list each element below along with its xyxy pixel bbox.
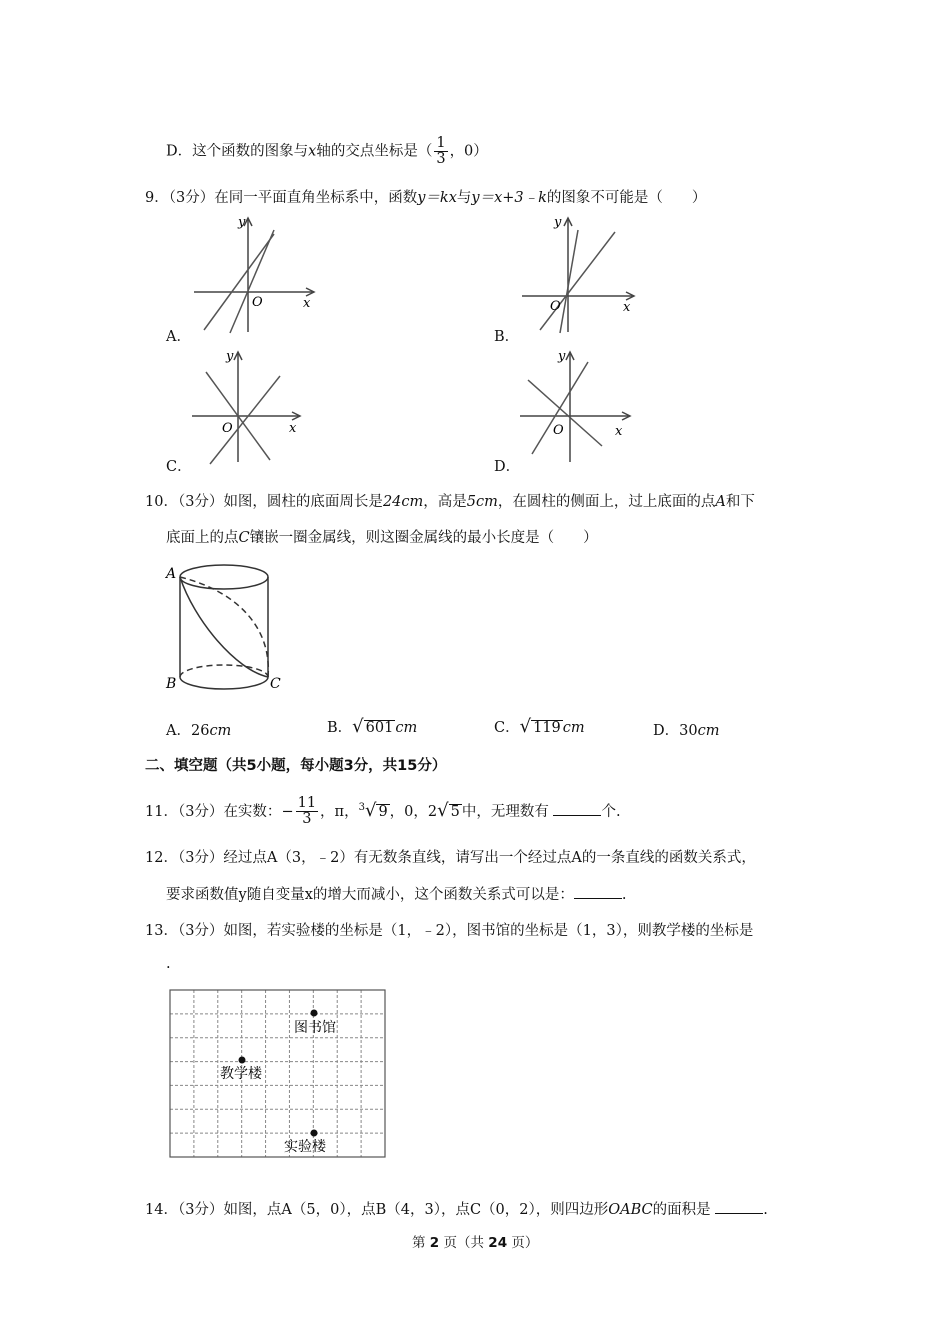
- svg-text:x: x: [289, 421, 297, 436]
- svg-text:y: y: [226, 349, 234, 364]
- q10-stem-line1: 10．（3分）如图，圆柱的底面周长是24cm，高是5cm，在圆柱的侧面上，过上底面的点A和下: [145, 494, 755, 510]
- svg-text:y: y: [558, 349, 566, 364]
- point-c-label: C: [270, 676, 281, 692]
- fraction: $\frac{1}{3}$: [436, 135, 446, 167]
- point-b-label: B: [166, 676, 177, 692]
- option-label: D．: [166, 143, 193, 160]
- lab-label: 实验楼: [284, 1139, 326, 1155]
- answer-blank[interactable]: [715, 1201, 763, 1214]
- q10-option-c[interactable]: C．√ 119 cm: [494, 716, 585, 737]
- section-title: 二、填空题（共5小题，每小题3分，共15分）: [145, 758, 447, 774]
- origin-label: O: [252, 295, 263, 310]
- q12-line1: 12．（3分）经过点A（3，﹣2）有无数条直线，请写出一个经过点A的一条直线的函数关系式，: [145, 850, 756, 866]
- q9-graph-b: [520, 212, 640, 337]
- svg-text:O: O: [553, 423, 564, 438]
- library-dot: [311, 1010, 318, 1017]
- q13-stem: 13．（3分）如图，若实验楼的坐标是（1，﹣2），图书馆的坐标是（1，3），则教学楼的坐标是: [145, 923, 754, 939]
- q13-grid-figure: [168, 988, 388, 1160]
- q10-stem-line2: 底面上的点C镶嵌一圈金属线，则这圈金属线的最小长度是（ ）: [166, 530, 598, 546]
- fraction: $\frac{11}{3}$: [297, 795, 317, 828]
- answer-blank[interactable]: [553, 803, 601, 816]
- svg-text:x: x: [615, 424, 623, 439]
- wire-back: [180, 577, 268, 677]
- q9-stem: 9．（3分）在同一平面直角坐标系中，函数y＝kx与y＝x+3﹣k的图象不可能是（ ）: [145, 190, 707, 206]
- q10-option-a[interactable]: A．26cm: [166, 723, 232, 739]
- q13-blank-dot: .: [166, 956, 171, 972]
- q10-option-d[interactable]: D．30cm: [653, 723, 720, 739]
- teaching-label: 教学楼: [220, 1066, 262, 1082]
- x-axis-label: x: [303, 296, 311, 311]
- svg-text:x: x: [623, 300, 631, 315]
- grid-lines: [170, 990, 385, 1157]
- lab-dot: [311, 1130, 318, 1137]
- teaching-dot: [239, 1057, 246, 1064]
- q12-line2: 要求函数值y随自变量x的增大而减小，这个函数关系式可以是： .: [166, 887, 627, 903]
- q10-cylinder-figure: [160, 560, 290, 695]
- radical-sign: √: [519, 716, 532, 737]
- q9-option-b-label: B．: [494, 329, 520, 345]
- q9-graph-c: [190, 344, 310, 469]
- q9-graph-a: [190, 212, 320, 337]
- q14-stem: 14．（3分）如图，点A（5，0），点B（4，3），点C（0，2），则四边形OABC的面积是 .: [145, 1202, 768, 1218]
- q8-option-d: D．这个函数的图象与x轴的交点坐标是（ $\frac{1}{3}$ ，0）: [166, 135, 488, 167]
- q9-graph-d: [518, 344, 638, 469]
- answer-blank[interactable]: [574, 886, 622, 899]
- svg-text:O: O: [222, 421, 233, 436]
- page-footer: 第 2 页（共 24 页）: [412, 1235, 539, 1251]
- svg-text:y: y: [554, 215, 562, 230]
- q9-option-a-label: A．: [166, 329, 191, 345]
- q10-option-b[interactable]: B．√ 601 cm: [327, 716, 418, 737]
- svg-text:O: O: [550, 299, 561, 314]
- wire-front: [180, 577, 268, 677]
- q9-option-d-label: D．: [494, 459, 521, 475]
- point-a-label: A: [166, 566, 177, 582]
- y-axis-label: y: [238, 215, 246, 230]
- q11-stem: 11．（3分）在实数：− $\frac{11}{3}$ ，π，$^3$√ 9 ，0，2√ 5 中，无理数有 个.: [145, 795, 621, 828]
- library-label: 图书馆: [294, 1020, 336, 1036]
- q9-option-c-label: C．: [166, 459, 192, 475]
- radical-sign: √: [352, 716, 364, 737]
